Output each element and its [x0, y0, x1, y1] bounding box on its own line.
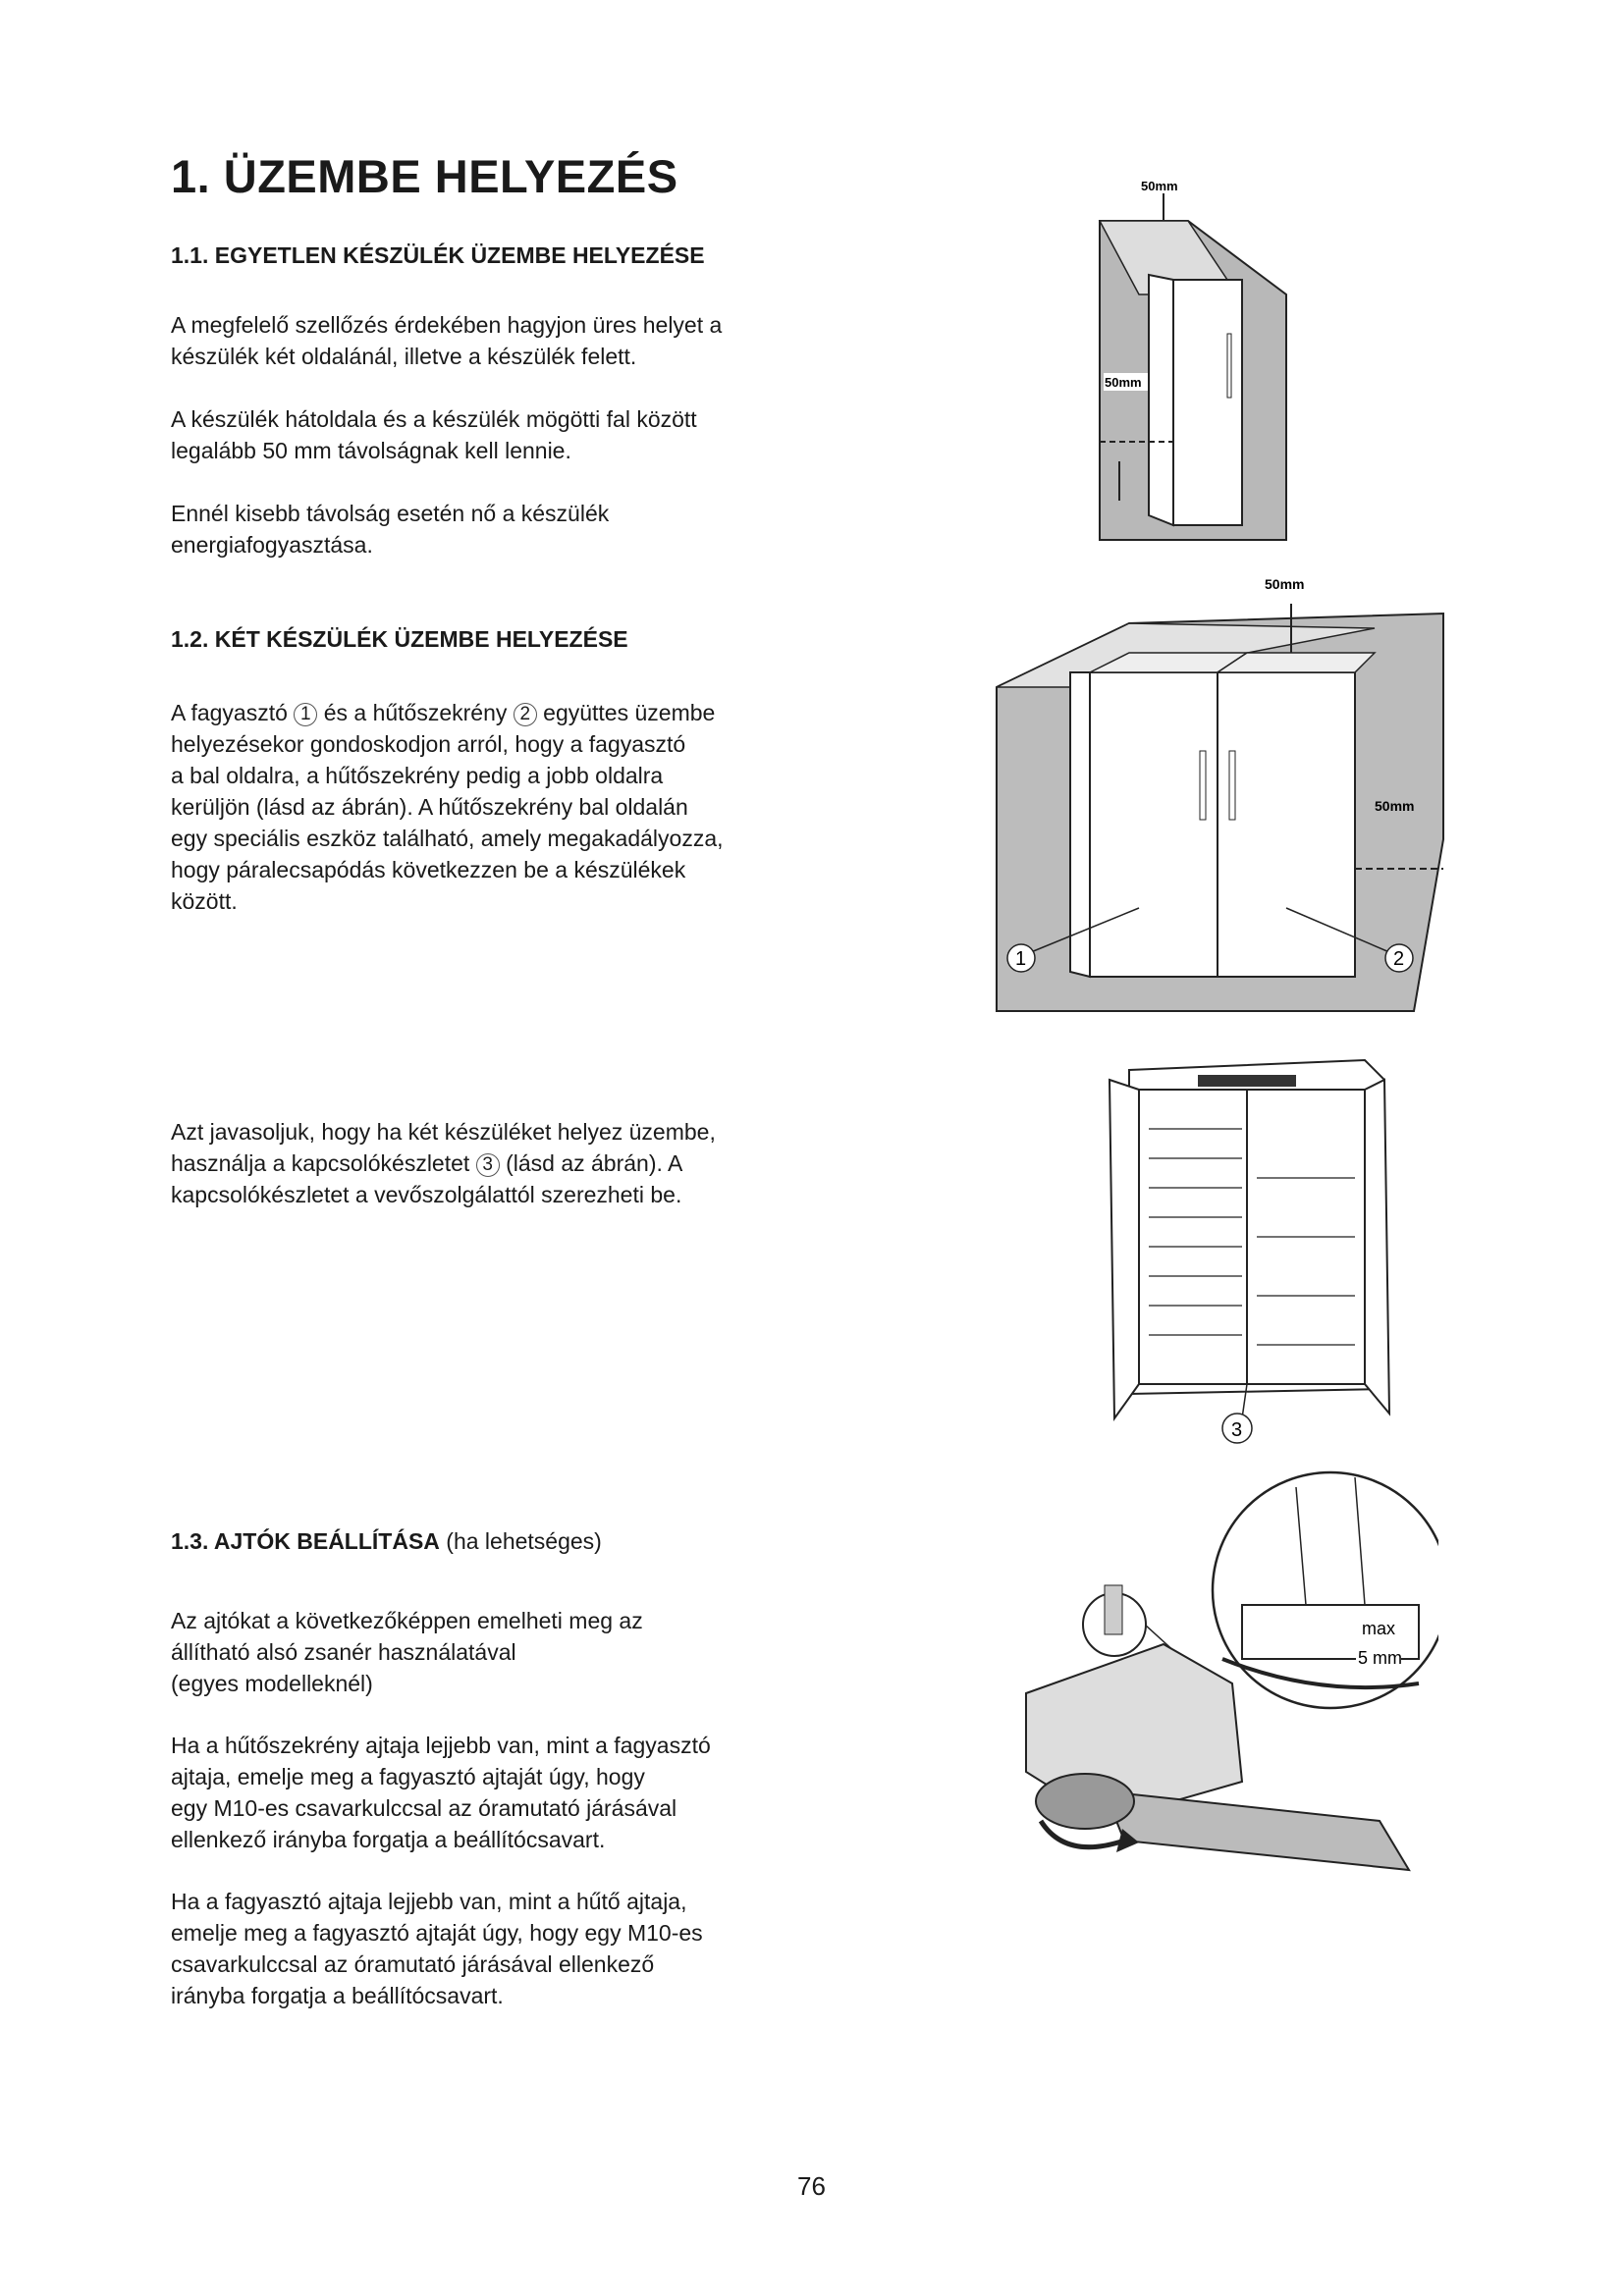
two-appliances-figure	[992, 569, 1453, 1021]
page-title: 1. ÜZEMBE HELYEZÉS	[171, 150, 678, 202]
gap-label-side: 50mm	[1105, 375, 1142, 390]
text: A fagyasztó	[171, 700, 295, 725]
single-appliance-figure	[1090, 177, 1306, 550]
callout-3: 3	[476, 1153, 500, 1177]
figure-callout-2: 2	[1393, 948, 1405, 970]
gap-label-top: 50mm	[1141, 179, 1178, 193]
figure-callout-3: 3	[1231, 1419, 1243, 1441]
coupling-kit-figure	[1100, 1050, 1394, 1453]
max-value: 5 mm	[1358, 1648, 1402, 1668]
max-label: max	[1362, 1619, 1396, 1638]
s2-paragraph-1	[171, 697, 839, 917]
text: Azt javasoljuk, hogy ha két készüléket helyez üzembe, használja a kapcsolókészletet	[171, 1119, 716, 1176]
gap-label-side: 50mm	[1375, 798, 1415, 814]
page-number: 76	[797, 2171, 826, 2201]
s1-paragraph-1: A megfelelő szellőzés érdekében hagyjon üres helyet a készülék két oldalánál, illetve a készülék felett.	[171, 312, 723, 369]
detail-magnifier	[1213, 1472, 1438, 1708]
heading-text: 1.3. AJTÓK BEÁLLÍTÁSA	[171, 1528, 440, 1554]
gap-label-top: 50mm	[1265, 576, 1305, 592]
section-1-1-heading: 1.1. EGYETLEN KÉSZÜLÉK ÜZEMBE HELYEZÉSE	[171, 242, 705, 268]
s1-paragraph-3: Ennél kisebb távolság esetén nő a készülék energiafogyasztása.	[171, 501, 610, 558]
s3-paragraph-1: Az ajtókat a következőképpen emelheti meg az állítható alsó zsanér használatával (egyes modelleknél)	[171, 1608, 643, 1696]
s3-paragraph-3: Ha a fagyasztó ajtaja lejjebb van, mint a hűtő ajtaja, emelje meg a fagyasztó ajtaját úgy, hogy egy M10-es csavarkulccsal az óramutató járásával ellenkező irányba forgatja a beállítócsavart.	[171, 1889, 703, 2008]
callout-1: 1	[294, 703, 317, 726]
s2-paragraph-2	[171, 1116, 839, 1210]
s3-paragraph-2: Ha a hűtőszekrény ajtaja lejjebb van, mint a fagyasztó ajtaja, emelje meg a fagyasztó ajtaját úgy, hogy egy M10-es csavarkulccsal az óramutató járásával ellenkező irányba forgatja a beállítócsavart.	[171, 1733, 711, 1852]
heading-suffix: (ha lehetséges)	[439, 1528, 602, 1554]
section-1-3-heading	[171, 1528, 602, 1555]
wrench	[1105, 1791, 1409, 1870]
text: és a hűtőszekrény	[317, 700, 514, 725]
fridge-body	[1173, 280, 1242, 525]
text: együttes üzembe helyezésekor gondoskodjon arról, hogy a fagyasztó a bal oldalra, a hűtőszekrény pedig a jobb oldalra kerüljön (lásd az ábrán). A hűtőszekrény bal oldalán egy speciális eszköz található, amely megakadályozza, hogy páralecsapódás következzen be a készülékek között.	[171, 700, 724, 914]
callout-2: 2	[514, 703, 537, 726]
s1-paragraph-2: A készülék hátoldala és a készülék mögötti fal között legalább 50 mm távolságnak kell lennie.	[171, 406, 697, 463]
text: (lásd az ábrán). A kapcsolókészletet a vevőszolgálattól szerezheti be.	[171, 1150, 683, 1207]
figure-callout-1: 1	[1015, 948, 1027, 970]
door-adjustment-figure	[1006, 1468, 1438, 1909]
section-1-2-heading: 1.2. KÉT KÉSZÜLÉK ÜZEMBE HELYEZÉSE	[171, 626, 628, 652]
